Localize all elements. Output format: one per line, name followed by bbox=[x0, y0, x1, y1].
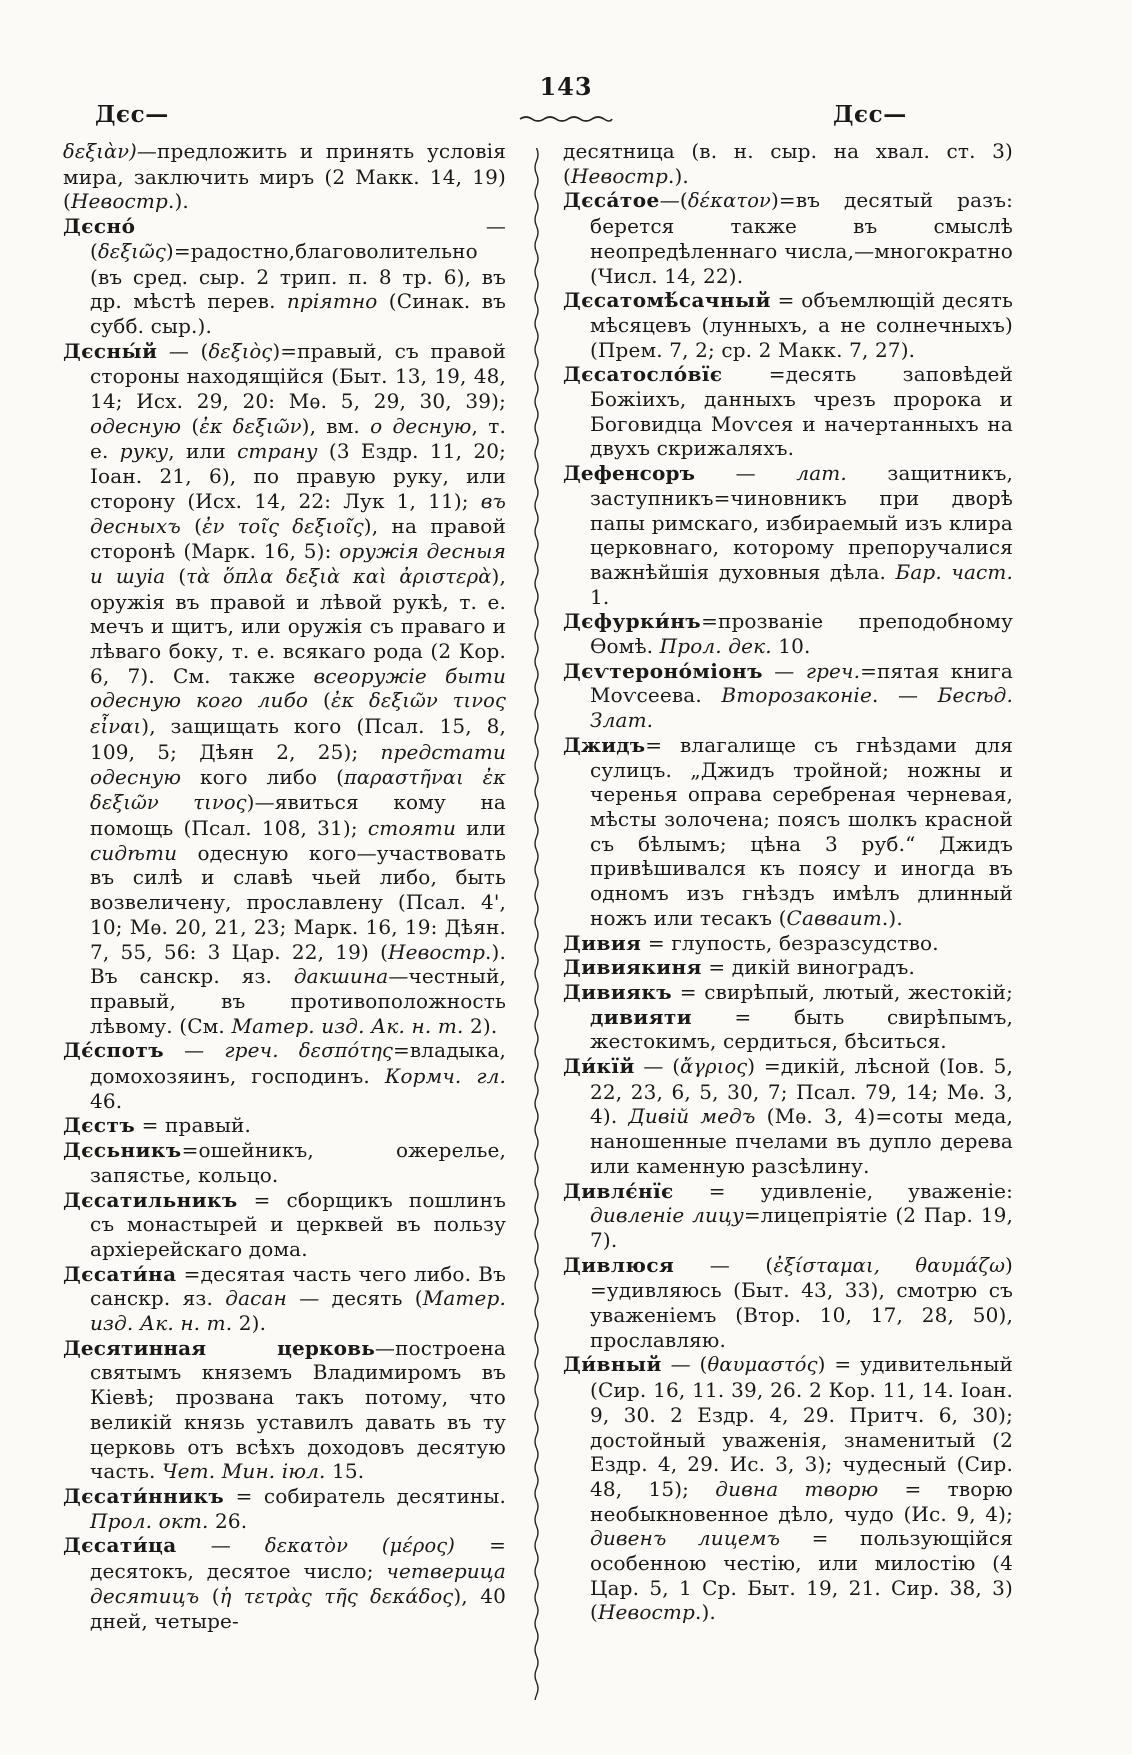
entry-text: — ( bbox=[157, 338, 209, 363]
dictionary-entry bbox=[563, 188, 1013, 288]
entry-text: )=радостно,благоволительно (въ сред. сыр. 2 трип. п. 8 тр. 6), въ др. мѣстѣ перев. bbox=[90, 238, 506, 314]
entry-text: .). bbox=[667, 163, 689, 188]
dictionary-entry bbox=[563, 1352, 1013, 1625]
entry-text: =ошейникъ, ожерелье, запястье, кольцо. bbox=[90, 1138, 506, 1187]
entry-text: Невостр bbox=[70, 189, 168, 214]
entry-text: ἄγριος bbox=[680, 1055, 748, 1079]
running-head-left: Дєс— bbox=[95, 101, 169, 128]
entry-text: 2). bbox=[232, 1311, 267, 1336]
entry-text: лат. bbox=[796, 461, 847, 486]
entry-text: въ десныхъ bbox=[90, 488, 506, 538]
entry-text: десятница (в. н. сыр. на хвал. ст. 3) ( bbox=[563, 139, 1013, 188]
entry-text: δέκατον bbox=[687, 189, 771, 213]
entry-headword: Дєсно́ bbox=[63, 214, 136, 239]
dictionary-entry bbox=[563, 659, 1013, 733]
entry-text: 2). bbox=[463, 1013, 498, 1038]
dictionary-entry bbox=[63, 1533, 506, 1634]
entry-text: = десятокъ, десятое число; bbox=[90, 1533, 506, 1584]
entry-text: греч. bbox=[224, 1038, 279, 1063]
entry-text: Чет. Мин. іюл. bbox=[162, 1459, 326, 1484]
right-column bbox=[563, 139, 1013, 1625]
entry-headword: Дєсати́на bbox=[63, 1261, 177, 1286]
entry-text: ), вм. bbox=[301, 413, 371, 438]
entry-text: — bbox=[164, 1038, 225, 1063]
entry-text: дакшина bbox=[293, 964, 389, 989]
entry-text: τὰ ὅπλα δεξιὰ καὶ ἀριστερὰ bbox=[186, 564, 492, 588]
left-column bbox=[63, 139, 506, 1634]
dictionary-entry bbox=[563, 931, 1013, 956]
dictionary-entry bbox=[563, 139, 1013, 188]
entry-text: παραστῆναι ἐκ δεξιῶν τινος bbox=[90, 765, 506, 815]
entry-text: Матер. изд. Ак. н. т. bbox=[231, 1013, 464, 1038]
entry-text: Прол. дек. bbox=[659, 634, 772, 659]
entry-text: греч. bbox=[805, 658, 861, 683]
entry-text: — bbox=[695, 461, 797, 486]
entry-text: = собиратель десятины. bbox=[224, 1483, 506, 1508]
entry-headword: Дивлє́нїє bbox=[563, 1178, 674, 1203]
entry-text: —построена святымъ княземъ Владимиромъ въ Кіевѣ; прозвана такъ потому, что великій князь уставилъ давать въ ту церковь отъ всѣхъ доходовъ десятую часть. bbox=[90, 1335, 506, 1484]
entry-text: одесную кого—участвовать въ силѣ и славѣ чьей либо, быть возвеличену, прославлену (Псал. 4', 10; Мѳ. 20, 21, 23; Марк. 16, 19: Дѣян. 7, 55, 56: 3 Цар. 22, 19) ( bbox=[90, 840, 506, 964]
entry-text: =владыка, домохозяинъ, господинъ. bbox=[90, 1038, 506, 1089]
entry-headword: Джидъ bbox=[563, 732, 646, 757]
entry-headword: Дивлюся bbox=[563, 1252, 675, 1277]
entry-text: = сборщикъ пошлинъ съ монастырей и церквей въ пользу архіерейскаго дома. bbox=[90, 1187, 506, 1261]
entry-text: )=правый, съ правой стороны находящійся (Быт. 13, 19, 48, 14; Исх. 29, 20: Мѳ. 5, 29, 30, 39); bbox=[90, 338, 506, 414]
entry-headword: Ди́кїй bbox=[563, 1054, 635, 1079]
entry-text: = правый. bbox=[135, 1113, 252, 1138]
entry-text: ( bbox=[181, 413, 200, 438]
entry-text: Невостр bbox=[388, 939, 486, 964]
entry-text: ἐκ δεξιῶν bbox=[199, 414, 302, 438]
entry-text: — bbox=[762, 658, 806, 683]
entry-text: ) =удивляюсь (Быт. 43, 33), смотрю съ уваженіемъ (Втор. 10, 17, 28, 50), прославляю. bbox=[590, 1252, 1013, 1352]
entry-text: = влагалище съ гнѣздами для сулицъ. „Джидъ тройной; ножны и черенья оправа серебреная черневая, мѣсты золочена; поясъ шолкъ красной съ бѣлымъ; цѣна 3 руб.“ Джидъ привѣшивался къ поясу и иногда въ одномъ изъ гнѣздъ имѣлъ длинный ножъ или тесакъ ( bbox=[590, 732, 1013, 930]
dictionary-entry bbox=[563, 980, 1013, 1054]
dictionary-entry bbox=[63, 1038, 506, 1113]
entry-text: страну bbox=[237, 439, 318, 464]
entry-text: — ( bbox=[674, 1252, 774, 1277]
entry-text: Невостр bbox=[597, 1600, 695, 1625]
entry-text: , или bbox=[168, 439, 238, 464]
entry-text: ), 40 дней, четыре- bbox=[90, 1583, 507, 1634]
entry-text: ἡ τετρὰς τῆς δεκάδος bbox=[219, 1584, 454, 1608]
page-number: 143 bbox=[539, 72, 593, 101]
entry-text: Прол. окт. bbox=[90, 1508, 209, 1533]
entry-headword: Дєсьникъ bbox=[63, 1138, 182, 1163]
entry-text: — ( bbox=[90, 214, 506, 263]
entry-text: , т. е. bbox=[90, 413, 506, 464]
entry-text: 26. bbox=[208, 1508, 248, 1533]
entry-text: = свирѣпый, лютый, жестокій; bbox=[672, 979, 1013, 1004]
entry-text: (Синак. въ субб. сыр.). bbox=[90, 289, 506, 338]
entry-text: Савваит bbox=[786, 905, 882, 930]
entry-text: 15. bbox=[325, 1459, 365, 1484]
entry-text: оружія десныя и шуіа bbox=[90, 539, 506, 588]
dictionary-entry bbox=[563, 1179, 1013, 1253]
entry-text: = творю необыкновенное дѣло, чудо (Ис. 9, 4); bbox=[590, 1476, 1013, 1526]
entry-text: .). bbox=[167, 189, 189, 214]
dictionary-entry bbox=[563, 1054, 1013, 1179]
entry-text: Второзаконіе bbox=[721, 683, 872, 708]
page-number-rule bbox=[519, 114, 613, 123]
entry-text: Невостр bbox=[570, 163, 668, 188]
entry-text: всеоружіе быти одесную кого либо bbox=[90, 663, 507, 713]
dictionary-entry bbox=[63, 214, 506, 339]
entry-text bbox=[279, 1038, 299, 1062]
entry-text: δεξιῶς bbox=[97, 239, 166, 263]
entry-text: —предложить и принять условія мира, заключить миръ (2 Макк. 14, 19) ( bbox=[63, 139, 506, 214]
entry-text: одесную bbox=[90, 413, 182, 438]
entry-text: ) = удивительный (Сир. 16, 11. 39, 26. 2 Кор. 11, 14. Іоан. 9, 30. 2 Ездр. 4, 29. Притч. 6, 30); достойный уваженія, знаменитый (2 Ездр. 4, 29. Ис. 3, 3); чудесный (Сир. 48, 15); bbox=[590, 1352, 1014, 1501]
entry-text: Кормч. гл. bbox=[384, 1064, 506, 1089]
entry-text: = удивленіе, уваженіе: bbox=[673, 1178, 1013, 1203]
entry-text: дивленіе лицу bbox=[590, 1203, 744, 1228]
entry-text: ), оружія въ правой и лѣвой рукѣ, т. е. мечъ и щитъ, или оружія съ праваго и лѣваго боку, т. е. всякаго рода (2 Кор. 6, 7). См. также bbox=[90, 563, 507, 688]
dictionary-entry bbox=[63, 1484, 506, 1533]
entry-text: δεξιὰν) bbox=[63, 140, 137, 163]
entry-headword: Дєѵтероно́міонъ bbox=[563, 658, 763, 683]
entry-headword: Дєстъ bbox=[63, 1113, 136, 1138]
entry-headword: Дєсны́й bbox=[63, 338, 158, 363]
entry-headword: Дєсати́нникъ bbox=[63, 1483, 225, 1508]
dictionary-entry bbox=[63, 1336, 506, 1484]
entry-text: Матер. изд. Ак. н. т. bbox=[90, 1286, 506, 1336]
entry-text: = глупость, безразсудство. bbox=[641, 930, 939, 955]
dictionary-entry bbox=[63, 139, 506, 214]
entry-text: стояти bbox=[367, 815, 457, 840]
entry-text: предстати одесную bbox=[90, 739, 506, 789]
entry-text: 1. bbox=[590, 584, 610, 609]
dictionary-entry bbox=[563, 733, 1013, 931]
entry-text: сидѣти bbox=[90, 840, 178, 865]
entry-headword: Дивиякъ bbox=[563, 979, 673, 1004]
entry-text: =десятая часть чего либо. Въ санскр. яз. bbox=[90, 1261, 506, 1311]
dictionary-entry bbox=[63, 339, 506, 1039]
entry-text: (Мѳ. 3, 4)=соты меда, наношенные пчелами въ дупло дерева или каменную разсѣлину. bbox=[590, 1104, 1014, 1178]
entry-text: δεσπότης bbox=[298, 1039, 393, 1063]
entry-text: )—явиться кому на помощь (Псал. 108, 31); bbox=[90, 790, 507, 840]
dictionary-entry bbox=[63, 1262, 506, 1336]
entry-headword: Дєсатильникъ bbox=[63, 1187, 238, 1212]
entry-text: четверица десятицъ bbox=[90, 1559, 506, 1608]
entry-headword: Дивиякиня bbox=[563, 955, 702, 980]
entry-text: ( bbox=[180, 513, 203, 538]
running-head-right: Дєс— bbox=[833, 101, 907, 128]
entry-text: ( bbox=[199, 1583, 220, 1608]
entry-text: ( bbox=[165, 563, 187, 588]
entry-headword: Дєфурки́нъ bbox=[563, 609, 702, 634]
entry-text: =пятая книга Моѵсеева. bbox=[590, 658, 1014, 708]
entry-text: или bbox=[456, 815, 506, 840]
entry-text: Дивій медъ bbox=[628, 1104, 756, 1129]
entry-text: )=въ десятый разъ: берется также въ смыслѣ неопредѣленнаго числа,—многократно (Числ. 14, 22). bbox=[590, 188, 1013, 288]
entry-text: .). bbox=[881, 905, 903, 930]
entry-headword: Дєсатосло́вїє bbox=[563, 362, 723, 387]
entry-text: ) =дикій, лѣсной (Іов. 5, 22, 23, 6, 5, 30, 7; Псал. 79, 14; Мѳ. 3, 4). bbox=[590, 1054, 1013, 1129]
dictionary-entry bbox=[563, 1253, 1013, 1353]
entry-text: Бар. част. bbox=[895, 559, 1014, 584]
entry-headword: Дєсатомѣ́сачный bbox=[563, 288, 771, 313]
entry-text: дивенъ лицемъ bbox=[590, 1526, 781, 1551]
dictionary-entry bbox=[563, 461, 1013, 609]
dictionary-entry bbox=[563, 362, 1013, 461]
entry-headword: Дє́спотъ bbox=[63, 1038, 165, 1063]
entry-text: дасан bbox=[225, 1286, 287, 1311]
dictionary-entry bbox=[563, 288, 1013, 362]
entry-text: δεξιὸς bbox=[208, 339, 273, 363]
entry-text: ἐν τοῖς δεξιοῖς bbox=[202, 514, 364, 538]
dictionary-entry bbox=[63, 1188, 506, 1262]
entry-text: Бесѣд. Злат. bbox=[590, 683, 1013, 733]
entry-text: ), на правой сторонѣ (Марк. 16, 5): bbox=[90, 513, 506, 564]
entry-text: = быть свирѣпымъ, жестокимъ, сердиться, бѣситься. bbox=[590, 1004, 1013, 1054]
dictionary-entry bbox=[63, 1113, 506, 1138]
entry-text: =лицепріятіе (2 Пар. 19, 7). bbox=[590, 1203, 1013, 1252]
entry-headword: Десятинная церковь bbox=[63, 1335, 375, 1360]
dictionary-entry bbox=[563, 955, 1013, 980]
entry-text: ), защищать кого (Псал. 15, 8, 109, 5; Дѣян 2, 25); bbox=[90, 714, 506, 764]
dictionary-entry bbox=[63, 1138, 506, 1187]
entry-text: =прозваніе преподобному Ѳомѣ. bbox=[590, 609, 1013, 659]
entry-headword: Дєса́тое bbox=[563, 188, 660, 213]
entry-headword: Дєсати́ца bbox=[63, 1533, 177, 1558]
entry-text: (3 Ездр. 11, 20; Іоан. 21, 6), по правую руку, или сторону (Исх. 14, 22: Лук 1, 11); bbox=[90, 439, 506, 513]
entry-headword: Дефенсоръ bbox=[563, 461, 696, 486]
entry-text: . — bbox=[871, 683, 938, 708]
entry-text: кого либо ( bbox=[181, 764, 345, 789]
entry-text: руку bbox=[119, 439, 169, 464]
entry-text: — десять ( bbox=[286, 1286, 423, 1311]
entry-text: 46. bbox=[90, 1088, 123, 1113]
entry-text: о десную bbox=[370, 413, 472, 438]
entry-text: ἐξίσταμαι, θαυμάζω bbox=[773, 1253, 1006, 1277]
entry-text: ἐκ δεξιῶν τινος εἶναι bbox=[90, 689, 506, 739]
entry-text: .). Въ санскр. яз. bbox=[90, 939, 506, 989]
entry-text: — ( bbox=[661, 1352, 708, 1377]
entry-text: .). bbox=[694, 1600, 716, 1625]
column-divider bbox=[532, 148, 541, 1700]
entry-text: = дикій виноградъ. bbox=[701, 955, 915, 980]
entry-headword: Ди́вный bbox=[563, 1352, 662, 1377]
entry-text: —честный, правый, въ противоположность лѣвому. (См. bbox=[90, 964, 506, 1038]
entry-headword: Дивия bbox=[563, 930, 642, 955]
entry-text: = объемлющій десять мѣсяцевъ (лунныхъ, а не солнечныхъ) (Прем. 7, 2; ср. 2 Макк. 7, 27). bbox=[590, 288, 1013, 362]
entry-text: —( bbox=[659, 188, 688, 213]
entry-text: защитникъ, заступникъ=чиновникъ при дворѣ папы римскаго, избираемый изъ клира церковнаго, которому препоручалися важнѣйшія духовныя дѣла. bbox=[590, 461, 1013, 584]
entry-text: 10. bbox=[771, 634, 811, 659]
entry-text: — bbox=[176, 1533, 265, 1558]
entry-text: дивна творю bbox=[715, 1476, 879, 1501]
dictionary-entry bbox=[563, 609, 1013, 658]
entry-text: δεκατὸν (μέρος) bbox=[264, 1534, 456, 1558]
entry-headword: дивияти bbox=[590, 1004, 693, 1029]
entry-text: ( bbox=[308, 688, 331, 713]
entry-text: пріятно bbox=[286, 289, 378, 314]
entry-text: =десять заповѣдей Божіихъ, данныхъ чрезъ пророка и Боговидца Моѵсея и начертанныхъ на двухъ скрижаляхъ. bbox=[590, 362, 1013, 461]
entry-text: = пользующійся особенною честію, или милостію (4 Цар. 5, 1 Ср. Быт. 19, 21. Сир. 38, 3) ( bbox=[590, 1526, 1013, 1625]
entry-text: — ( bbox=[634, 1054, 681, 1079]
entry-text: θαυμαστός bbox=[707, 1353, 818, 1377]
